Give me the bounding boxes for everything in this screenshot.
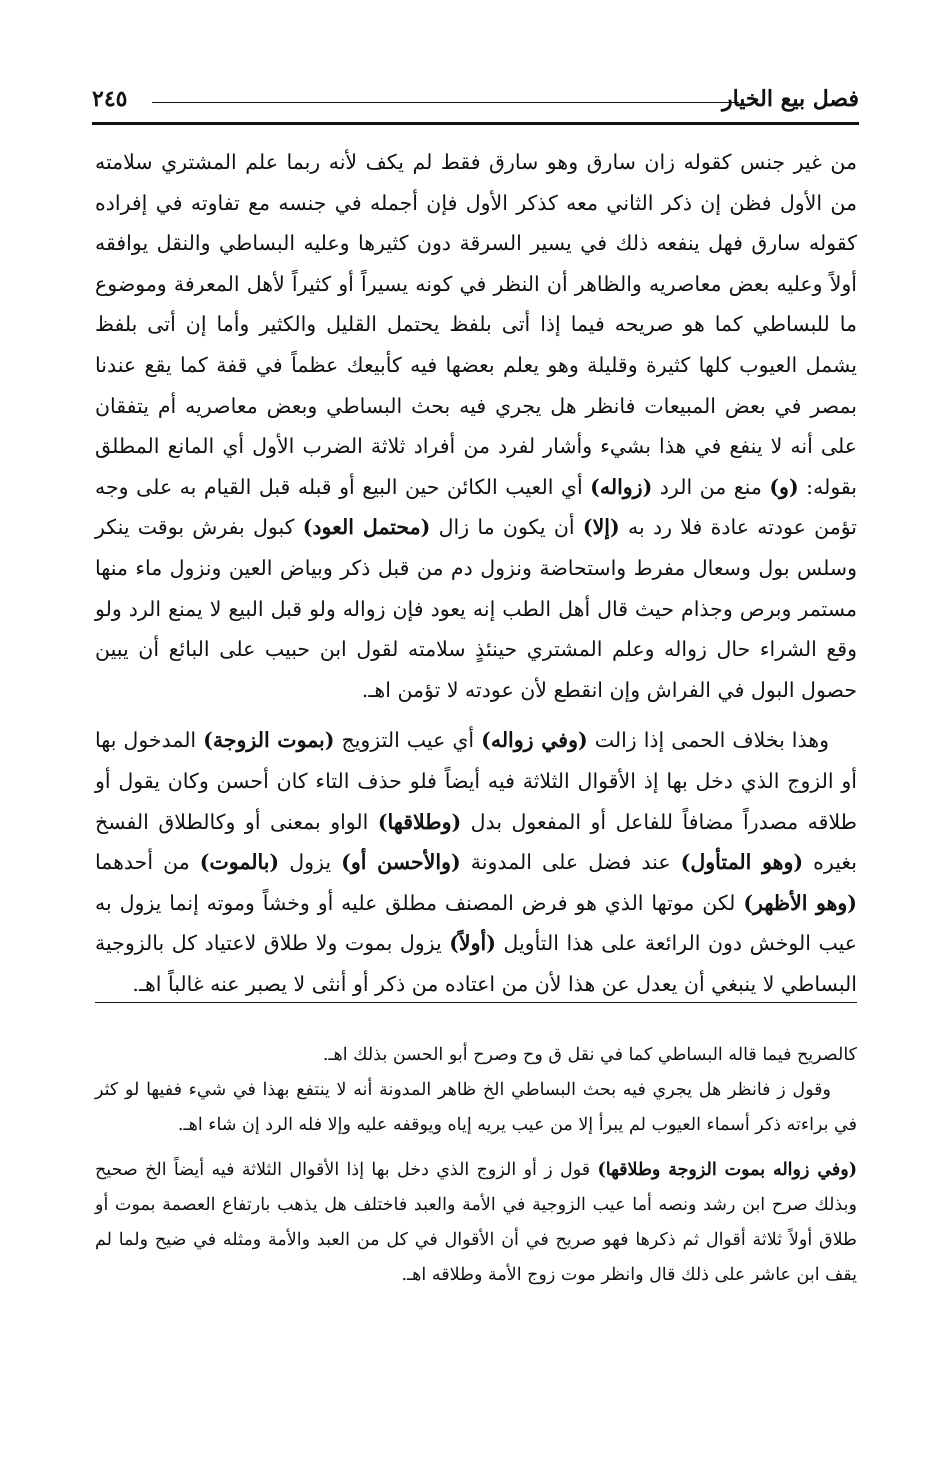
main-paragraph-1	[95, 142, 857, 710]
bold-term: (إلا)	[582, 515, 620, 540]
main-text	[95, 142, 857, 1004]
page-header	[92, 80, 859, 128]
footnote-3-heading: (وفي زواله بموت الزوجة وطلاقها)	[597, 1160, 857, 1180]
text-run: من غير جنس كقوله زان سارق وهو سارق فقط لم يكف لأنه ربما علم المشتري سلامته من الأول فظن إن ذكر الثاني معه كذكر الأول فإن أجمله في جنسه مع تفاوته في إفراده كقوله سارق فهل ينفعه ذلك في يسير السرقة دون كثيرها وعليه البساطي والنقل يوافقه أولاً وعليه بعض معاصريه والظاهر أن النظر في كونه يسيراً أو كثيراً لأهل المعرفة وموضوع ما للبساطي كما هو صريحه فيما إذا أتى بلفظ يحتمل القليل والكثير وأما إن أتى بلفظ يشمل العيوب كلها كثيرة وقليلة وهو يعلم بعضها فيه كأبيعك عظماً في قفة كما يقع عندنا بمصر في بعض المبيعات فانظر هل يجري فيه بحث البساطي وبعض معاصريه أم يتفقان على أنه لا ينفع في هذا بشيء وأشار لفرد من أفراد ثلاثة الضرب الأول أي المانع المطلق بقوله:	[95, 150, 857, 499]
page-number: ٢٤٥	[92, 86, 128, 112]
text-run: أي العيب الكائن حين البيع أو قبله قبل القيام به على وجه تؤمن عودته عادة فلا رد به	[95, 474, 858, 540]
bold-term: (وهو المتأول)	[680, 850, 804, 875]
bold-term: (محتمل العود)	[302, 515, 431, 540]
text-run: أي عيب التزويج	[334, 728, 482, 753]
footnote-separator	[95, 1002, 857, 1003]
text-run: يزول بموت ولا طلاق لاعتياد كل بالزوجية البساطي لا ينبغي أن يعدل عن هذا لأن من اعتاده من ذكر أو أنثى لا يصبر عنه غالباً اهـ.	[95, 931, 857, 996]
bold-term: (والأحسن أو)	[341, 850, 461, 875]
footnote-3-text: قول ز أو الزوج الذي دخل بها إذا الأقوال الثلاثة فيه أيضاً الخ صحيح وبذلك صرح ابن رشد ونصه أما عيب الزوجية في الأمة والعبد فاختلف هل يذهب بارتفاع العصمة بموت أو طلاق أولاً ثلاثة أقوال ثم ذكرها فهو صريح في أن الأقوال في كل من العبد والأمة ومثله في ضيح ولما لم يقف ابن عاشر على ذلك قال وانظر موت زوج الأمة وطلاقه اهـ.	[95, 1160, 857, 1285]
header-rule	[92, 122, 859, 125]
text-run: من أحدهما	[95, 850, 200, 875]
text-run: وهذا بخلاف الحمى إذا زالت	[587, 728, 829, 753]
bold-term: (زواله)	[590, 474, 653, 499]
text-run: لكن موتها الذي هو فرض المصنف مطلق عليه أو وخشاً وموته إنما يزول به عيب الوخش دون الرائعة على هذا التأويل	[95, 890, 857, 956]
bold-term: (وهو الأظهر)	[743, 890, 857, 915]
text-run: المدخول بها أو الزوج الذي دخل بها إذ الأقوال الثلاثة فيه أيضاً فلو حذف التاء كان أحسن وكان يقول أو طلاقه مصدراً مضافاً للفاعل أو المفعول بدل	[95, 728, 857, 834]
main-paragraph-2	[95, 720, 857, 1004]
bold-term: (أولاً)	[449, 931, 496, 956]
bold-term: (بموت الزوجة)	[203, 728, 335, 753]
text-run: يزول	[279, 850, 342, 875]
text-run: كبول بفرش بوقت ينكر وسلس بول وسعال مفرط واستحاضة ونزول دم من قبل ذكر وبياض العين ونزول ماء منها مستمر وبرص وجذام حيث قال أهل الطب إنه يعود فإن زواله ولو قبل البيع لا يمنع الرد ولو وقع الشراء حال زواله وعلم المشتري حينئذٍ سلامته لقول ابن حبيب على البائع أن يبين حصول البول في الفراش وإن انقطع لأن عودته لا تؤمن اهـ.	[95, 515, 857, 702]
text-run: الواو بمعنى أو وكالطلاق الفسخ بغيره	[95, 809, 858, 875]
bold-term: (وطلاقها)	[377, 809, 462, 834]
footnote-3	[95, 1153, 857, 1293]
running-title: فصل بيع الخيار	[721, 86, 859, 112]
text-run: منع من الرد	[652, 474, 770, 499]
bold-term: (وفي زواله)	[481, 728, 588, 753]
footnotes	[95, 1038, 857, 1293]
header-thin-rule	[152, 102, 739, 103]
footnote-2: وقول ز فانظر هل يجري فيه بحث البساطي الخ ظاهر المدونة أنه لا ينتفع بهذا في شيء ففيها لو كثر في براءته ذكر أسماء العيوب لم يبرأ إلا من عيب يريه إياه ويوقفه عليه وإلا فله الرد إن شاء اهـ.	[95, 1080, 857, 1135]
bold-term: (و)	[769, 474, 799, 499]
footnote-1: كالصريح فيما قاله البساطي كما في نقل ق وح وصرح أبو الحسن بذلك اهـ.	[322, 1045, 857, 1065]
text-run: أن يكون ما زال	[430, 515, 583, 540]
text-run: عند فضل على المدونة	[460, 850, 681, 875]
bold-term: (بالموت)	[199, 850, 280, 875]
